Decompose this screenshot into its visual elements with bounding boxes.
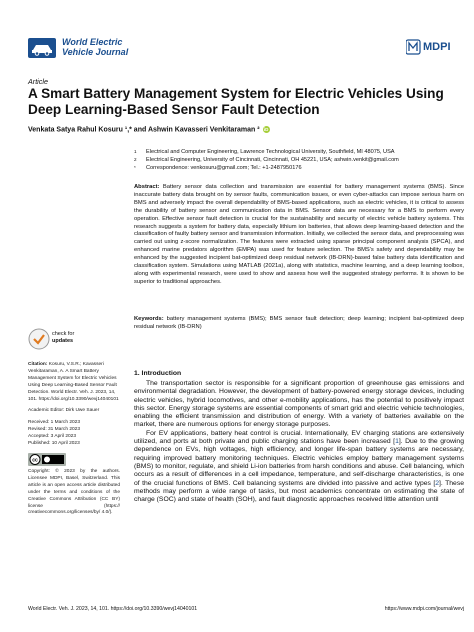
check-label-1: check for: [52, 331, 75, 337]
sidebar: [28, 362, 120, 522]
keywords: [134, 316, 464, 332]
abstract-text: Battery sensor data collection and transmission are essential for battery management systems (BMS). Since inaccurate battery data brought on by sensor faults, communication issues, or even cyber-attacks can impose serious harm on BMS and adversely impact the overall dependability of BMS-based applications, such as electric vehicles, it is critical to assess the durability of battery sensor and communication data in BMS. Sensor data are necessary for a BMS to perform every operation. Effective sensor fault detection is crucial for the sustainability and security of electric vehicle battery systems. This research suggests a system for battery data, especially lithium ion batteries, that allows deep learning-based detection and the classification of faulty battery sensor and transmission information. Initially, we collected the sensor data, and preprocessing was carried out using z-score normalization. The features were extracted using sparse principal component analysis (SPCA), and enhanced marine predators algorithm (EMPA) was used for feature selection. The BMS's safety and dependability may be enhanced by the suggested incipient bat-optimized deep residual network (IB-DRN)-based false battery data identification and classification system. Simulations using MATLAB (2021a), along with statistics, machine learning, and a deep learning toolbox, along with experimental research, were used to show and assess how well the suggested strategy performs. It is shown to be superior to traditional approaches.: [134, 184, 464, 285]
journal-name-line1: World Electric: [62, 37, 123, 47]
article-type: Article: [28, 77, 48, 86]
creative-commons-icon: [28, 453, 66, 466]
intro-paragraph-2: For EV applications, battery heat control is crucial. Internationally, EV charging stations are extensively utilized, and ports at both private and public charging stations have been increased [1]. Due to the growing dependence on EVs, high voltages, high efficiency, and longer life-span battery systems are necessary, requiring improved battery monitoring techniques. Electric vehicles employ battery management systems (BMS) to monitor, regulate, and shield Li-ion batteries from harsh conditions and abuse. Cell balancing, which occurs as a result of differences in a cell impedance, temperature, and self-discharge characteristics, is one of the crucial functions of BMS. Cell balancing systems are divided into passive and active types [2]. These methods may perform a wide range of tasks, but most academics concentrate on estimating the state of charge (SOC) and state of health (SOH), and fault diagnostic approaches received little attention until: [134, 429, 464, 504]
academic-editor: Academic Editor: Dirk Uwe Sauer: [28, 408, 100, 414]
citation-link-2[interactable]: 2: [435, 479, 440, 487]
affiliation-2: 2 Electrical Engineering, University of Cincinnati, Cincinnati, OH 45221, USA; ashwin.venkit@gmail.com: [134, 157, 399, 163]
citation-link-1[interactable]: 1: [395, 438, 399, 446]
journal-name[interactable]: [62, 37, 128, 57]
affiliations: [134, 148, 464, 172]
citation: Citation: Kosuru, V.S.R.; Kavasseri Venkitaraman, A. A Smart Battery Management System for Electric Vehicles Using Deep Learning-Based Sensor Fault Detection. World Electr. Veh. J. 2023, 14, 101. https://doi.org/10.3390/wevj14040101: [28, 362, 119, 402]
introduction-body: [134, 380, 464, 504]
authors-text: Venkata Satya Rahul Kosuru ¹,* and Ashwin Kavasseri Venkitaraman ²: [28, 126, 260, 134]
article-title: A Smart Battery Management System for Electric Vehicles Using Deep Learning-Based Sensor Fault Detection: [28, 86, 444, 117]
publisher-name: MDPI: [423, 41, 451, 53]
revised-date: Revised: 31 March 2023: [28, 427, 80, 433]
published-date: Published: 10 April 2023: [28, 441, 80, 447]
author-list: [28, 126, 448, 133]
correspondence: * Correspondence: venkosuru@gmail.com; Tel.: +1-2487950176: [134, 165, 302, 171]
license-text: Copyright: © 2023 by the authors. Licensee MDPI, Basel, Switzerland. This article is an open access article distributed under the terms and conditions of the Creative Commons Attribution (CC BY) license (https:// creativecommons.org/licenses/by/ 4.0/).: [28, 468, 120, 516]
abstract: [134, 184, 464, 287]
cc-label: cc: [32, 457, 38, 464]
journal-name-line2: Vehicle Journal: [62, 47, 129, 57]
footer-journal-link[interactable]: https://www.mdpi.com/journal/wevj: [384, 606, 464, 612]
footer-citation[interactable]: World Electr. Veh. J. 2023, 14, 101. https://doi.org/10.3390/wevj14040101: [28, 606, 198, 612]
intro-paragraph-1: The transportation sector is responsible for a significant proportion of greenhouse gas emissions and environmental degradation. However, the development of battery-powered energy storage devices, including electric vehicles, hybrid locomotives, and other e-mobility applications, has the potential to positively impact this sector. Energy storage systems are essential components of smart grid and electric vehicle technologies, enabling the efficient transmission and distribution of energy. With a variety of batteries available on the market, there are numerous options for energy storage purposes.: [134, 380, 464, 429]
check-for-updates-button[interactable]: [28, 326, 80, 352]
keywords-text: battery management systems (BMS); BMS sensor fault detection; deep learning; incipient bat-optimized deep residual network (IB-DRN): [134, 316, 464, 330]
cc-by-badge[interactable]: [28, 453, 66, 466]
accepted-date: Accepted: 3 April 2023: [28, 434, 77, 440]
check-for-updates-icon: [28, 328, 50, 350]
check-label-2: updates: [52, 337, 74, 344]
section-heading-introduction: 1. Introduction: [134, 370, 182, 377]
orcid-icon[interactable]: iD: [263, 127, 269, 132]
journal-logo-icon: [28, 38, 56, 58]
abstract-label: Abstract:: [134, 184, 160, 190]
mdpi-logo[interactable]: [406, 39, 462, 57]
keywords-label: Keywords:: [134, 316, 164, 322]
affiliation-1: 1 Electrical and Computer Engineering, Lawrence Technological University, Southfield, MI 48075, USA: [134, 149, 395, 155]
received-date: Received: 1 March 2023: [28, 420, 80, 426]
